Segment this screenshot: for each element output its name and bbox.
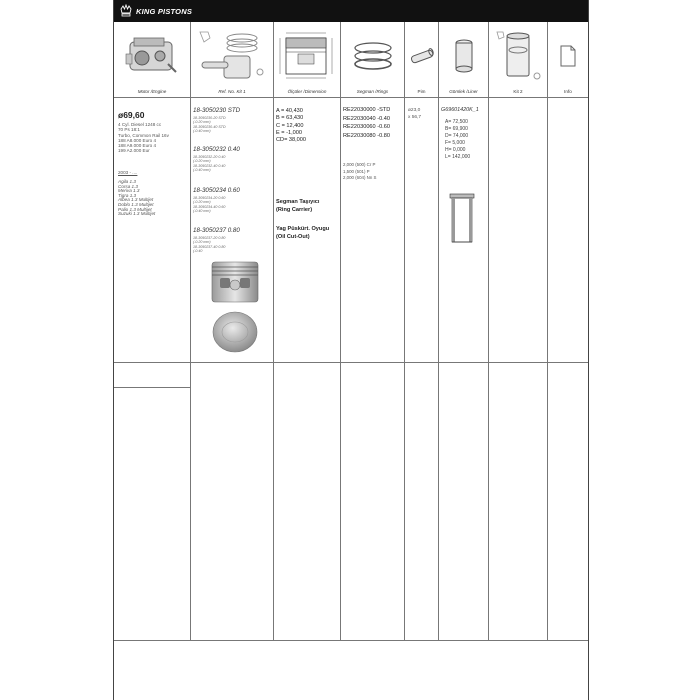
brand-logo [120, 3, 192, 19]
rings-icon [348, 36, 398, 76]
ref-sub-line: (-0.20 mm) [193, 159, 211, 164]
ref-sub-line: (-0.40 mm) [193, 168, 211, 173]
dimension-e: E = -1,000 [276, 129, 302, 136]
brand-name: KING PISTONS [136, 6, 193, 16]
engine-spec-line: 4 Cyl. Diesel 1248 cc [118, 122, 162, 127]
ref-sub-line: 18-3050234-40 0.60 [193, 204, 226, 209]
liner-dim: L= 142,000 [445, 153, 471, 160]
ref-sub-line: (-0.20 mm) [193, 240, 211, 245]
engine-thumbnail [114, 24, 190, 88]
row-divider [114, 387, 190, 388]
oil-cutout-text: Yag Püskürt. Oyugu [276, 226, 330, 232]
ref-group-060 [193, 187, 240, 214]
ref-main: 18-3050237 0.80 [193, 227, 240, 234]
ref-sub-line: (-0.40 mm) [193, 129, 211, 134]
column-divider [340, 22, 341, 640]
header-engine: Motor /Engine [137, 89, 167, 94]
row-divider [114, 362, 588, 363]
oil-cutout-label [276, 226, 329, 241]
liner-dim: H= 0,000 [445, 146, 466, 153]
vehicle-model: Doblo 1.3 Multijet [118, 201, 154, 207]
liner-dimension-list [445, 119, 470, 160]
engine-specs [118, 122, 169, 154]
ref-sub-line: 18-3050230-20 STD [193, 116, 226, 120]
engine-spec-line: 188 A9.000 Euro 4 [118, 143, 157, 149]
header-divider [114, 97, 588, 98]
column-divider [547, 22, 548, 640]
header-kit2: Kit 2 [513, 89, 523, 94]
column-divider [273, 22, 274, 640]
column-divider [438, 22, 439, 640]
vehicle-model: Albea 1.3 Multijet [118, 197, 154, 203]
dimension-c: C = 12,400 [276, 122, 304, 129]
header-dimensions: Ölçüler /Dimension [287, 89, 327, 94]
ref-main: 18-3050232 0.40 [193, 146, 240, 153]
piston-kit-icon [194, 28, 270, 84]
crown-icon [120, 4, 132, 18]
ref-sub-line: (-0.40 [193, 249, 203, 254]
engine-spec-line: 199 A2.000 Eur [118, 148, 150, 154]
column-divider [190, 22, 191, 640]
ref-sub-line: 18-3050232-20 0.40 [193, 155, 226, 159]
dimension-cd: CD= 38,000 [276, 137, 307, 144]
header-ref-kit1: Ref. No. Kit 1 [218, 89, 246, 94]
ring-ref: RE22030080 -0.80 [343, 132, 390, 139]
vehicle-model: Meriva 1.3 [118, 188, 140, 194]
production-year: 2003 - .... [118, 170, 138, 175]
ref-sub [193, 155, 240, 173]
ring-spec: 1,500 (501) P [343, 168, 370, 174]
ref-sub [193, 236, 240, 254]
kit2-thumbnail [489, 24, 547, 88]
liner-drawing [447, 192, 477, 244]
pin-thumbnail [405, 24, 438, 88]
ref-main: 18-3050234 0.60 [193, 187, 240, 194]
dimension-list [276, 108, 306, 144]
liner-thumbnail [439, 24, 488, 88]
brand-bar [114, 0, 588, 22]
column-divider [404, 22, 405, 640]
pin-dimensions [408, 107, 421, 121]
vehicle-model: Agila 1.3 [118, 179, 136, 184]
ref-sub-line: 18-3050237-20 0.80 [193, 236, 226, 240]
ref-sub-line: (-0.20 mm) [193, 200, 211, 205]
ref-main: 18-3050230 STD [193, 107, 241, 114]
engine-spec-line: 70 Ps 18:1 [118, 127, 140, 133]
pin-diameter: ø23,0 [408, 108, 421, 113]
ring-ref: RE22030040 -0.40 [343, 115, 390, 122]
engine-spec-line: 188 A8.000 Euro 4 [118, 137, 157, 143]
bore-diameter: ø69,60 [118, 110, 145, 120]
oil-cutout-text: (Oil Cut-Out) [276, 233, 310, 240]
piston-drawing-icon [276, 28, 338, 84]
liner-kit-icon [491, 28, 545, 84]
header-info: Info [564, 89, 572, 94]
ring-ref-list [343, 106, 390, 140]
header-pin: Pim [417, 89, 426, 94]
ring-ref: RE22030060 -0.60 [343, 124, 390, 131]
liner-dim: B= 69,900 [445, 125, 468, 132]
ref-sub-line: 18-3050234-20 0.60 [193, 196, 226, 200]
engine-icon [124, 34, 180, 78]
piston-illustration [206, 258, 264, 354]
ref-sub-line: (-0.40 mm) [193, 209, 211, 214]
ring-carrier-text: Segman Taşıyıcı [276, 199, 320, 205]
column-divider [488, 22, 489, 640]
vehicle-model: Corsa 1.3 [118, 183, 138, 189]
dimension-b: B = 63,430 [276, 115, 304, 122]
ref-group-040 [193, 146, 240, 173]
ref-sub-line: (-0.20 mm) [193, 120, 211, 125]
liner-icon [452, 38, 476, 74]
ref-sub [193, 116, 240, 134]
ring-spec: 2,000 (500) Cr P [343, 162, 376, 167]
liner-dim: F= 5,000 [445, 139, 465, 146]
ref-sub-line: 18-3050230-40 STD [193, 124, 226, 129]
liner-dim: D= 74,000 [445, 132, 469, 139]
ring-carrier-label [276, 199, 319, 214]
vehicle-models [118, 180, 155, 217]
ref-group-std [193, 107, 240, 134]
catalog-sheet [113, 0, 589, 700]
document-icon [559, 45, 577, 67]
ref-sub-line: 18-3050232-40 0.40 [193, 163, 226, 168]
info-thumbnail [548, 24, 588, 88]
ref-sub [193, 196, 240, 214]
dimension-a: A = 40,430 [276, 108, 303, 114]
ring-ref: RE22030000 -STD [343, 107, 391, 113]
liner-ref: G69601420K_1 [441, 107, 479, 113]
ring-spec: 2,000 (604) Nn S [343, 175, 377, 181]
header-rings: Segman /Rings [356, 89, 389, 94]
ref-sub-line: 18-3050237-40 0.80 [193, 244, 226, 249]
dimension-thumbnail [274, 24, 340, 88]
vehicle-model: Suzuki 1.3 Multijet [118, 211, 156, 217]
piston-pin-icon [407, 41, 437, 71]
rings-thumbnail [341, 24, 404, 88]
header-liner: Gömlek /Liner [449, 89, 478, 94]
vehicle-model: Tigra 1.3 [118, 192, 137, 198]
liner-dim: A= 72,500 [445, 119, 468, 125]
vehicle-model: Palio 1.3 Multijet [118, 206, 152, 212]
pin-length: x 56,7 [408, 115, 422, 120]
ref-group-080 [193, 227, 240, 254]
engine-spec-line: Turbo, Common Rail 16v [118, 132, 169, 138]
kit1-thumbnail [191, 24, 273, 88]
footer-divider [114, 640, 588, 641]
ring-carrier-text: (Ring Carrier) [276, 206, 313, 213]
ring-spec-list [343, 162, 376, 182]
